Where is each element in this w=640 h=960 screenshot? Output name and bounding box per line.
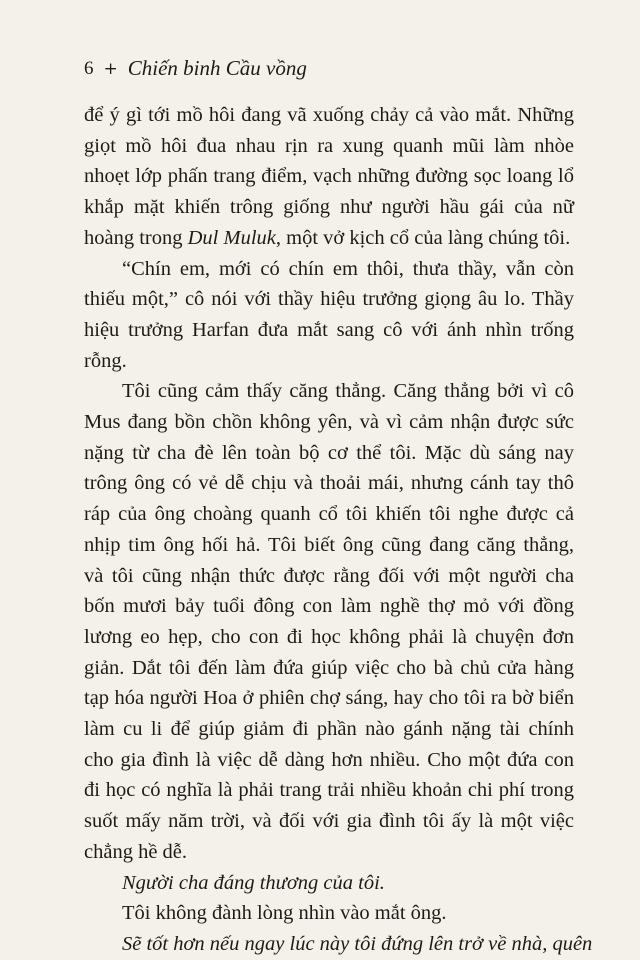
paragraph (84, 929, 593, 960)
text-line (84, 591, 574, 622)
text-span: bốn mươi bảy tuổi đông con làm nghề thợ mỏ với đồng (84, 595, 574, 618)
text-span: “Chín em, mới có chín em thôi, thưa thầy, vẫn còn (122, 257, 574, 280)
text-line (84, 284, 574, 315)
text-span: lương eo hẹp, cho con đi học không phải là chuyện đơn (84, 625, 574, 648)
text-span: chẳng hề dễ. (84, 840, 188, 863)
text-line (84, 683, 574, 714)
italic-text: Người cha đáng thương của tôi. (122, 871, 385, 894)
text-span: nhoẹt lớp phấn trang điểm, vạch những đường sọc loang lổ (84, 165, 574, 188)
text-line (84, 775, 574, 806)
text-line (84, 530, 574, 561)
text-span: Tôi cũng cảm thấy căng thẳng. Căng thẳng bởi vì cô (122, 380, 574, 403)
text-line (84, 714, 574, 745)
paragraph (84, 868, 574, 899)
text-line (84, 561, 574, 592)
text-span: , một vở kịch cổ của làng chúng tôi. (275, 226, 571, 249)
paragraph (84, 100, 574, 254)
text-span: giản. Dắt tôi đến làm đứa giúp việc cho bà chủ cửa hàng (84, 656, 574, 679)
text-line (84, 468, 574, 499)
text-span: nặng từ cha đè lên toàn bộ cơ thể tôi. Mặc dù sáng nay (84, 441, 574, 464)
paragraph (84, 254, 574, 377)
text-line (84, 161, 574, 192)
text-span: suốt mấy năm trời, và đối với gia đình tôi ấy là một việc (84, 810, 574, 833)
text-line (84, 254, 574, 285)
text-line (84, 376, 574, 407)
text-span: tạp hóa người Hoa ở phiên chợ sáng, hay cho tôi ra bờ biển (84, 687, 574, 710)
text-line (84, 622, 574, 653)
text-line (84, 837, 574, 868)
text-line (84, 653, 574, 684)
text-line (84, 407, 574, 438)
text-span: và tôi cũng nhận thức được rằng đối với một người cha (84, 564, 574, 587)
text-line (84, 131, 574, 162)
text-line (84, 898, 574, 929)
text-span: Tôi không đành lòng nhìn vào mắt ông. (122, 902, 447, 925)
text-line (84, 192, 574, 223)
text-line (84, 499, 574, 530)
body-text (84, 100, 593, 960)
text-span: giọt mồ hôi đua nhau rịn ra xung quanh mũi làm nhòe (84, 134, 574, 157)
text-line (84, 223, 574, 254)
text-span: Mus đang bồn chồn không yên, và vì cảm nhận được sức (84, 411, 574, 434)
paragraph (84, 376, 574, 867)
cross-ornament-icon: + (103, 58, 118, 79)
page-header (84, 56, 307, 81)
text-span: làm cu li để giúp giảm đi phần nào gánh nặng tài chính (84, 718, 574, 741)
text-span: trông ông có vẻ dễ chịu và thoải mái, nhưng cánh tay thô (84, 472, 574, 495)
text-span: để ý gì tới mồ hôi đang vã xuống chảy cả vào mắt. Những (84, 104, 574, 126)
text-span: nhịp tim ông hối hả. Tôi biết ông cũng đang căng thẳng, (84, 533, 574, 556)
text-line (84, 438, 574, 469)
page-number: 6 (84, 57, 94, 79)
text-line (84, 346, 574, 377)
running-title: Chiến binh Cầu vồng (127, 56, 307, 80)
text-span: ráp của ông choàng quanh cổ tôi khiến tôi nghe được cả (84, 503, 574, 526)
text-line (84, 868, 574, 899)
text-line (84, 315, 574, 346)
text-line (84, 929, 593, 960)
text-line (84, 100, 574, 131)
text-span: đi học có nghĩa là phải trang trải nhiều khoản chi phí trong (84, 779, 574, 802)
italic-text: Dul Muluk (187, 226, 276, 249)
text-span: rỗng. (84, 349, 127, 372)
text-span: hiệu trưởng Harfan đưa mắt sang cô với ánh nhìn trống (84, 318, 574, 341)
text-span: cho gia đình là việc dễ dàng hơn nhiều. Cho một đứa con (84, 748, 574, 771)
paragraph (84, 898, 574, 929)
text-line (84, 745, 574, 776)
text-span: thiếu một,” cô nói với thầy hiệu trưởng giọng âu lo. Thầy (84, 288, 574, 311)
italic-text: Sẽ tốt hơn nếu ngay lúc này tôi đứng lên trở về nhà, quên (122, 932, 593, 955)
text-span: khắp mặt khiến trông giống như người hầu gái của nữ (84, 196, 574, 219)
text-span: hoàng trong (84, 226, 188, 249)
text-line (84, 806, 574, 837)
